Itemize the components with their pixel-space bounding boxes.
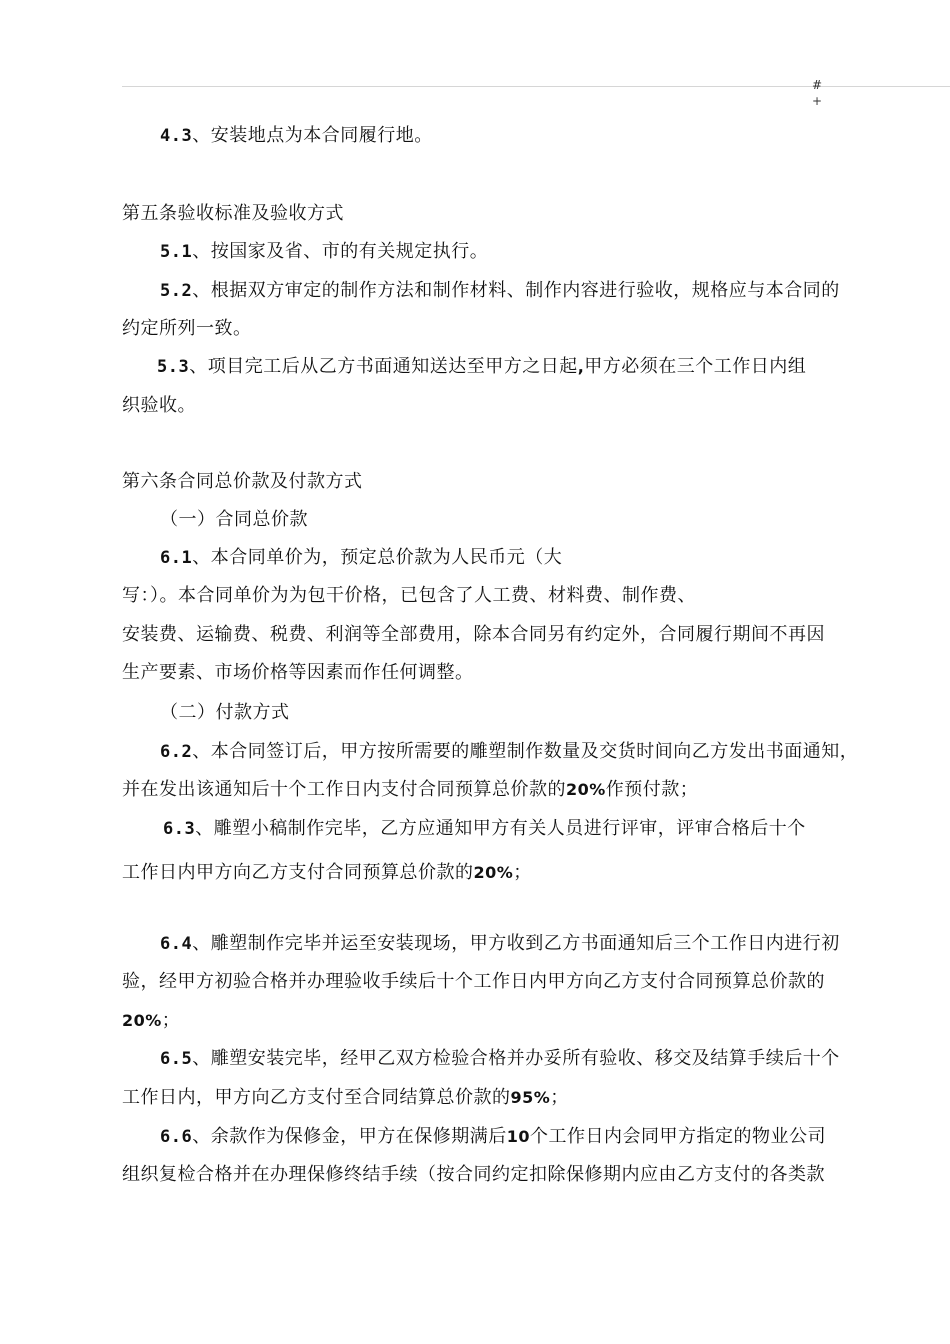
- percent-value: 20%: [473, 863, 514, 882]
- clause-number: 5.2: [160, 281, 193, 301]
- clause-5-3-cont: 织验收。: [122, 395, 196, 416]
- article-5-heading: 第五条验收标准及验收方式: [122, 203, 344, 224]
- header-mark-top: #: [812, 78, 823, 92]
- clause-6-3-cont: [122, 861, 532, 885]
- clause-number: 6.6: [160, 1127, 193, 1147]
- clause-number: 6.1: [160, 548, 193, 568]
- clause-number: 6.5: [160, 1049, 193, 1069]
- clause-6-2: [160, 740, 858, 764]
- clause-text: 、雕塑制作完毕并运至安装现场，甲方收到乙方书面通知后三个工作日内进行初: [192, 933, 840, 954]
- clause-number: 5.3: [157, 357, 190, 377]
- clause-number: 5.1: [160, 242, 193, 262]
- clause-text: 、根据双方审定的制作方法和制作材料、制作内容进行验收，规格应与本合同的: [192, 280, 840, 301]
- clause-6-6: [160, 1125, 826, 1149]
- clause-6-3: [163, 817, 806, 841]
- percent-value: 20%: [122, 1011, 162, 1030]
- clause-text: ；: [161, 1010, 181, 1031]
- clause-comma: ,: [577, 357, 585, 376]
- clause-text: 、本合同单价为，预定总价款为人民币元（大: [192, 547, 563, 568]
- clause-number: 6.4: [160, 934, 193, 954]
- clause-6-1-cont-3: 生产要素、市场价格等因素而作任何调整。: [122, 662, 474, 683]
- clause-text-2: 作预付款；: [605, 779, 699, 800]
- clause-6-1-cont-2: 安装费、运输费、税费、利润等全部费用，除本合同另有约定外，合同履行期间不再因: [122, 624, 825, 645]
- clause-6-5-cont: [122, 1086, 569, 1110]
- clause-6-4-cont-2: [122, 1009, 180, 1033]
- subsection-2-heading: （二）付款方式: [160, 702, 290, 723]
- clause-5-2: [160, 279, 840, 303]
- clause-6-4: [160, 932, 840, 956]
- clause-number: 6.2: [160, 742, 193, 762]
- clause-6-5: [160, 1047, 840, 1071]
- subsection-1-heading: （一）合同总价款: [160, 509, 308, 530]
- article-6-heading: 第六条合同总价款及付款方式: [122, 471, 363, 492]
- clause-6-1-cont-1: 写：）。本合同单价为为包干价格，已包含了人工费、材料费、制作费、: [122, 585, 696, 606]
- clause-text: 工作日内甲方向乙方支付合同预算总价款的: [122, 862, 474, 883]
- clause-text-2: ；: [550, 1087, 569, 1108]
- clause-text: 、雕塑安装完毕，经甲乙双方检验合格并办妥所有验收、移交及结算手续后十个: [192, 1048, 840, 1069]
- clause-4-3: [160, 124, 433, 148]
- clause-number: 6.3: [163, 819, 196, 839]
- percent-value: 95%: [510, 1088, 551, 1107]
- clause-text: 、安装地点为本合同履行地。: [192, 125, 433, 146]
- clause-text: 并在发出该通知后十个工作日内支付合同预算总价款的: [122, 779, 566, 800]
- clause-text: 、项目完工后从乙方书面通知送达至甲方之日起: [189, 356, 578, 377]
- clause-text-2: 个工作日内会同甲方指定的物业公司: [529, 1126, 826, 1147]
- clause-text-2: ；: [513, 862, 532, 883]
- clause-6-1: [160, 546, 562, 570]
- clause-text: 、余款作为保修金，甲方在保修期满后: [192, 1126, 507, 1147]
- clause-text: 、本合同签订后，甲方按所需要的雕塑制作数量及交货时间向乙方发出书面通知，: [192, 741, 859, 762]
- clause-text: 、雕塑小稿制作完毕，乙方应通知甲方有关人员进行评审，评审合格后十个: [195, 818, 806, 839]
- clause-5-1: [160, 240, 488, 264]
- clause-number: 4.3: [160, 126, 193, 146]
- clause-text-2: 甲方必须在三个工作日内组: [584, 356, 807, 377]
- percent-value: 20%: [566, 780, 606, 799]
- header-rule: [122, 86, 950, 87]
- clause-5-2-cont: 约定所列一致。: [122, 318, 252, 339]
- clause-text: 工作日内，甲方向乙方支付至合同结算总价款的: [122, 1087, 511, 1108]
- days-value: 10: [506, 1127, 530, 1146]
- clause-6-6-cont: 组织复检合格并在办理保修终结手续（按合同约定扣除保修期内应由乙方支付的各类款: [122, 1164, 825, 1185]
- clause-6-4-cont-1: 验，经甲方初验合格并办理验收手续后十个工作日内甲方向乙方支付合同预算总价款的: [122, 971, 825, 992]
- clause-5-3: [157, 355, 806, 379]
- clause-text: 、按国家及省、市的有关规定执行。: [192, 241, 489, 262]
- clause-6-2-cont: [122, 778, 698, 802]
- header-mark-bottom: +: [812, 94, 823, 108]
